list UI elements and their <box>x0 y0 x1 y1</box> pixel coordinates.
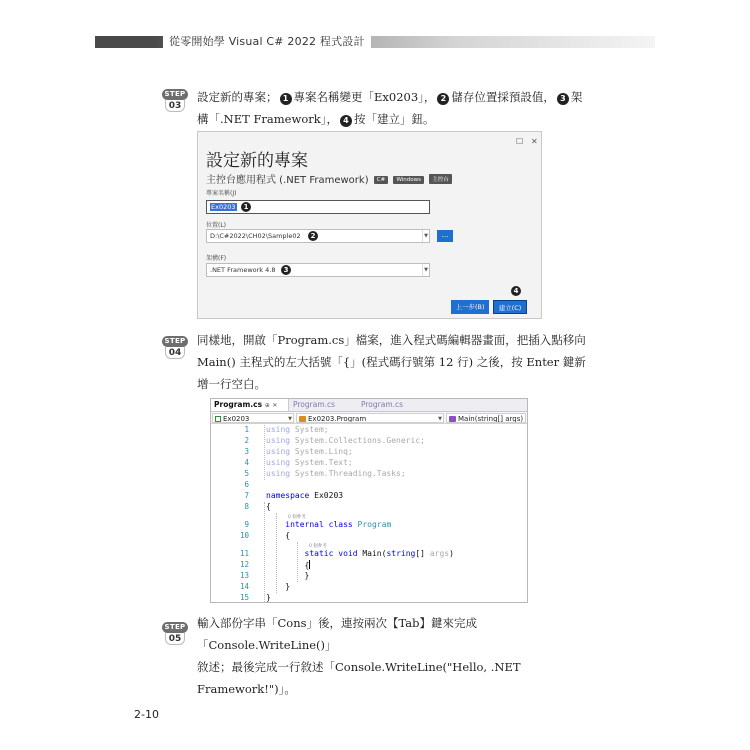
code-line <box>266 560 310 570</box>
line-number-gutter <box>211 425 255 602</box>
code-token: using <box>266 469 291 478</box>
line-number: 11 <box>239 549 249 558</box>
code-editor <box>210 398 528 603</box>
code-token: Main( <box>362 549 387 558</box>
code-line <box>266 425 329 434</box>
editor-tab-bar <box>211 399 527 412</box>
step-03-part: 專案名稱變更「Ex0203」， <box>293 90 436 104</box>
step-03-text <box>197 86 587 130</box>
step-badge-label: STEP <box>162 336 188 347</box>
code-token: args <box>429 549 450 558</box>
step-04-line: Main() 主程式的左大括號「{」(程式碼行號第 12 行) 之後，按 Enter 鍵新 <box>197 355 586 369</box>
project-name-value: Ex0203 <box>211 203 236 211</box>
codelens-reference[interactable]: 0 個參考 <box>288 515 306 520</box>
running-header-title: 從零開始學 Visual C# 2022 程式設計 <box>163 33 371 49</box>
line-number: 13 <box>239 571 249 580</box>
marker-4-icon: 4 <box>340 115 352 127</box>
codelens-reference[interactable]: 0 個參考 <box>309 544 327 549</box>
line-number: 8 <box>244 502 249 511</box>
code-token: { <box>285 531 291 540</box>
code-token: using <box>266 447 291 456</box>
code-token: [] <box>415 549 430 558</box>
line-number: 7 <box>244 491 249 500</box>
step-badge-label: STEP <box>162 89 188 100</box>
indent-guide <box>264 502 265 602</box>
class-dropdown[interactable] <box>296 413 444 423</box>
step-04-line: 增一行空白。 <box>197 377 266 391</box>
code-line <box>266 571 309 580</box>
marker-1-icon: 1 <box>241 202 251 212</box>
code-line <box>266 520 391 529</box>
step-badge-label: STEP <box>162 622 188 633</box>
chevron-down-icon[interactable]: ▼ <box>422 264 429 276</box>
framework-value: .NET Framework 4.8 <box>210 266 276 274</box>
code-line <box>266 436 425 445</box>
line-number: 15 <box>239 593 249 602</box>
code-line <box>266 491 343 500</box>
marker-2-icon: 2 <box>308 231 318 241</box>
tag-chip: 主控台 <box>429 174 452 184</box>
code-line <box>266 469 406 478</box>
code-token: void <box>338 549 358 558</box>
line-number: 14 <box>239 582 249 591</box>
code-token: internal <box>285 520 324 529</box>
csharp-project-icon <box>215 416 221 422</box>
code-line <box>266 458 353 467</box>
code-token: System.Linq; <box>290 447 353 456</box>
class-dropdown-value: Ex0203.Program <box>308 415 367 423</box>
framework-label: 架構(F) <box>206 255 227 262</box>
page-number: 2-10 <box>134 708 159 721</box>
code-line <box>266 582 290 591</box>
code-token: Ex0203 <box>309 491 344 500</box>
chevron-down-icon[interactable]: ▼ <box>422 230 429 242</box>
marker-3-icon: 3 <box>281 265 291 275</box>
step-04-line: 同樣地，開啟「Program.cs」檔案，進入程式碼編輯器畫面，把插入點移向 <box>197 333 586 347</box>
indent-guide <box>264 425 265 480</box>
close-icon[interactable]: ✕ <box>531 137 538 146</box>
marker-1-icon: 1 <box>280 93 292 105</box>
tab-program-cs-active[interactable] <box>211 399 289 411</box>
marker-4-icon: 4 <box>511 286 521 296</box>
marker-2-icon: 2 <box>437 93 449 105</box>
code-token: } <box>304 571 310 580</box>
maximize-icon[interactable]: ☐ <box>516 137 524 146</box>
line-number: 2 <box>244 436 249 445</box>
tab-label: Program.cs <box>214 400 263 409</box>
browse-button[interactable]: ... <box>437 230 453 242</box>
create-button[interactable]: 建立(C) <box>493 300 527 314</box>
code-token: static <box>304 549 334 558</box>
line-number: 6 <box>244 480 249 489</box>
code-token: System.Collections.Generic; <box>290 436 425 445</box>
code-line: { <box>266 502 271 511</box>
framework-select[interactable] <box>206 263 430 277</box>
template-name: 主控台應用程式 (.NET Framework) <box>206 175 369 186</box>
code-line: } <box>266 593 271 602</box>
line-number: 12 <box>239 560 249 569</box>
member-dropdown[interactable] <box>446 413 526 423</box>
code-token: Program <box>357 520 392 529</box>
code-line <box>266 531 290 540</box>
code-token: System.Text; <box>290 458 353 467</box>
code-token: namespace <box>266 491 310 500</box>
code-token: class <box>328 520 353 529</box>
marker-3-icon: 3 <box>557 93 569 105</box>
project-dropdown-value: Ex0203 <box>223 415 250 423</box>
tab-program-cs[interactable]: Program.cs <box>293 400 336 409</box>
text-caret <box>309 560 310 569</box>
code-token: ) <box>449 549 454 558</box>
pin-icon[interactable]: ⊕ <box>264 402 270 409</box>
code-token: { <box>304 561 310 570</box>
member-dropdown-value: Main(string[] args) <box>458 415 524 423</box>
code-token: } <box>285 582 291 591</box>
project-dropdown[interactable] <box>212 413 294 423</box>
step-03-part: 按「建立」鈕。 <box>353 112 435 126</box>
location-value: D:\C#2022\CH02\Sample02 <box>210 232 301 240</box>
step-badge-04 <box>162 336 188 360</box>
code-line <box>266 549 454 558</box>
tab-program-cs[interactable]: Program.cs <box>361 400 404 409</box>
editor-navigation-bar <box>211 412 527 424</box>
code-token: using <box>266 425 291 434</box>
project-name-field[interactable] <box>206 200 430 214</box>
class-icon <box>299 416 306 422</box>
line-number: 9 <box>244 520 249 529</box>
step-badge-03 <box>162 89 188 113</box>
close-icon[interactable]: ✕ <box>272 402 278 409</box>
tag-chip: C# <box>374 176 388 184</box>
step-badge-number: 05 <box>165 633 185 645</box>
code-token: using <box>266 436 291 445</box>
step-badge-05 <box>162 622 188 646</box>
chevron-down-icon: ▼ <box>288 416 292 422</box>
step-05-line: 輸入部份字串「Cons」後，連按兩次【Tab】鍵來完成「Console.WriteLine()」 <box>197 616 478 652</box>
back-button[interactable]: 上一步(B) <box>451 300 489 314</box>
step-badge-number: 03 <box>165 100 185 112</box>
step-03-part: 設定新的專案； <box>197 90 278 104</box>
location-label: 位置(L) <box>206 222 227 229</box>
dialog-subtitle <box>206 171 452 186</box>
tag-chip: Windows <box>393 176 424 184</box>
dialog-title: 設定新的專案 <box>206 151 308 171</box>
step-03-part: 架構「.NET Framework」， <box>197 90 583 126</box>
line-number: 4 <box>244 458 249 467</box>
project-name-label: 專案名稱(J) <box>206 190 237 197</box>
chevron-down-icon: ▼ <box>438 416 442 422</box>
code-token: string <box>386 549 416 558</box>
code-token: System; <box>290 425 329 434</box>
method-icon <box>449 416 456 422</box>
line-number: 10 <box>239 531 249 540</box>
new-project-dialog <box>197 131 542 319</box>
code-token: System.Threading.Tasks; <box>290 469 406 478</box>
code-line <box>266 447 353 456</box>
step-05-line: 敘述；最後完成一行敘述「Console.WriteLine("Hello, .NET Framework!")」。 <box>197 660 521 696</box>
location-field[interactable] <box>206 229 430 243</box>
line-number: 5 <box>244 469 249 478</box>
line-number: 3 <box>244 447 249 456</box>
step-04-text <box>197 329 587 395</box>
code-area[interactable] <box>266 425 526 602</box>
step-05-text <box>197 612 587 700</box>
line-number: 1 <box>244 425 249 434</box>
step-03-part: 儲存位置採預設值， <box>451 90 555 104</box>
code-token: using <box>266 458 291 467</box>
step-badge-number: 04 <box>165 347 185 359</box>
